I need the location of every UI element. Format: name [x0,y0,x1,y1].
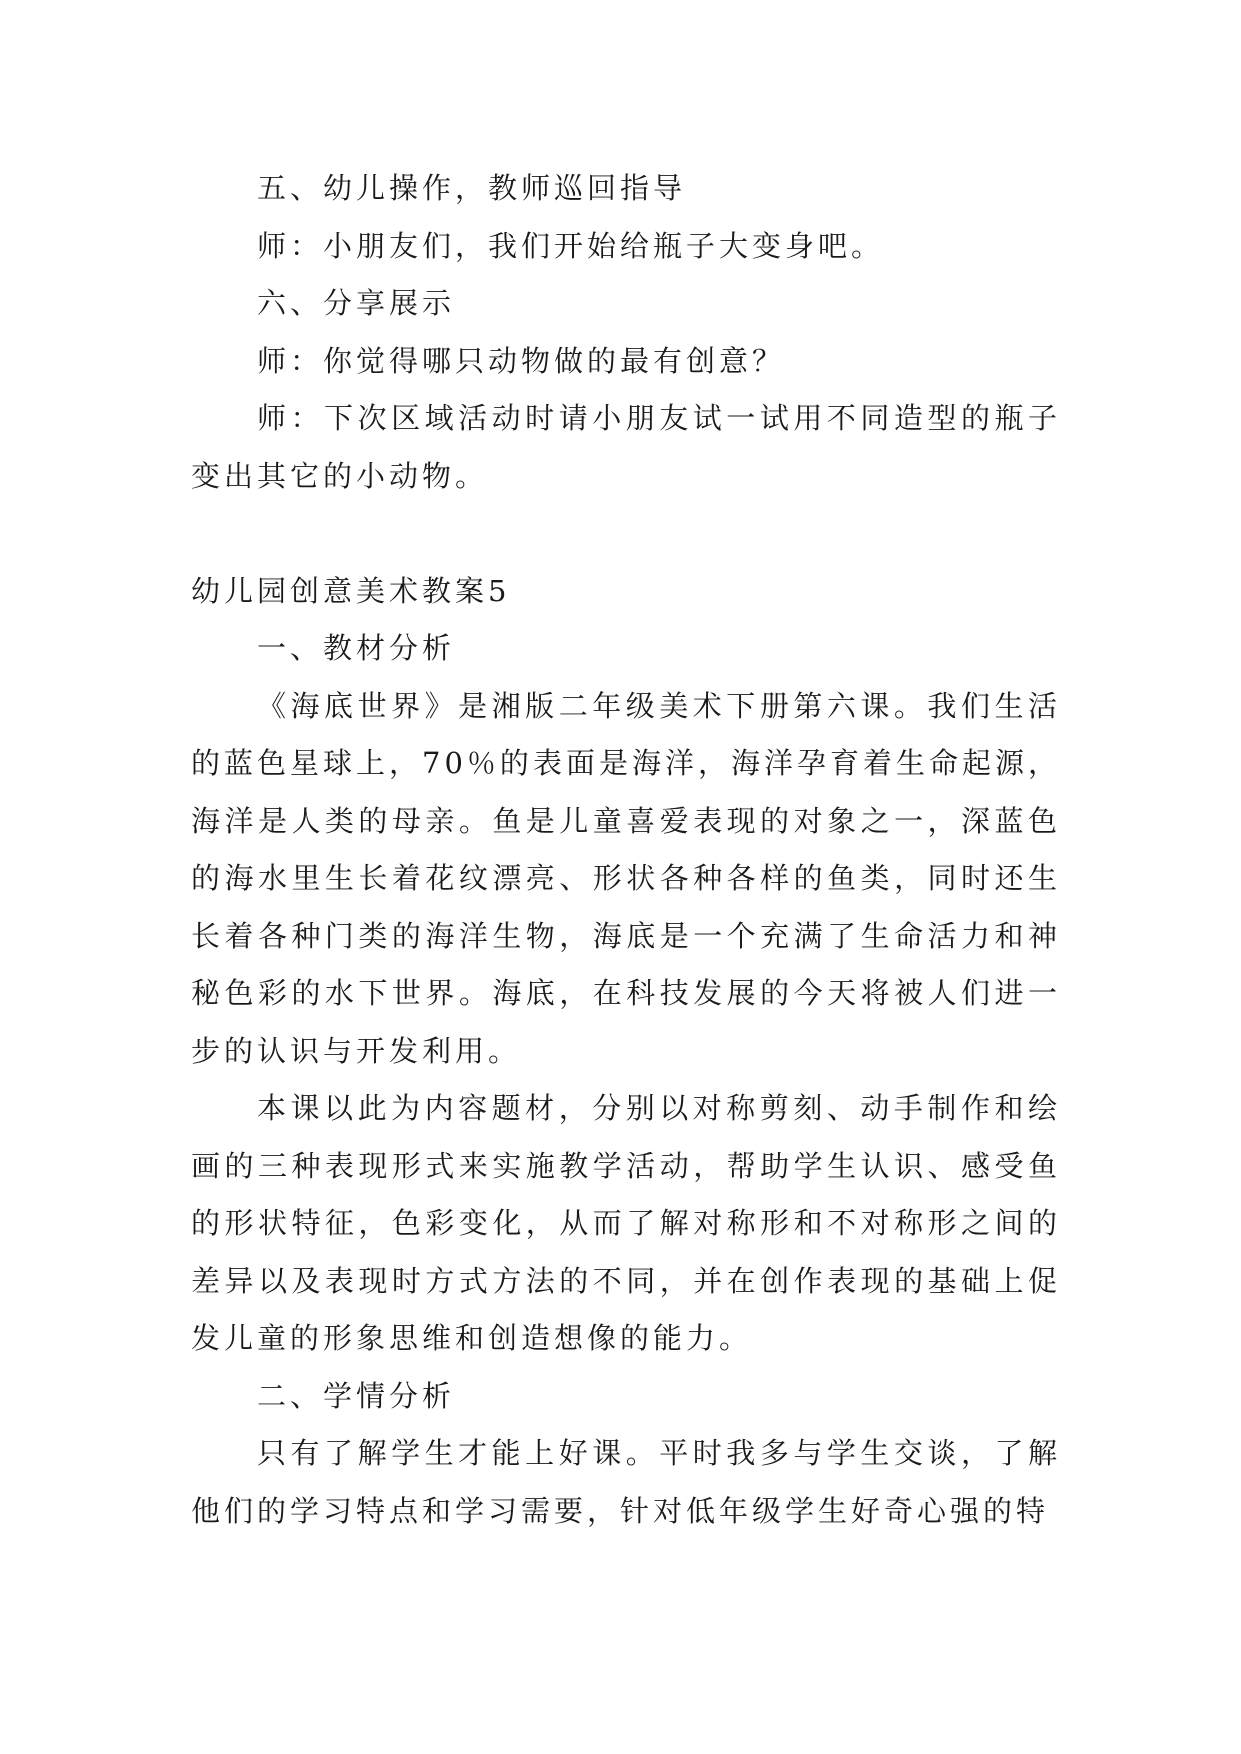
paragraph-teacher-line-1: 师：小朋友们，我们开始给瓶子大变身吧。 [257,228,885,263]
section-spacer [191,505,1061,563]
paragraph-learner-analysis: 只有了解学生才能上好课。平时我多与学生交谈，了解他们的学习特点和学习需要，针对低年级学生好奇心强的特 [191,1436,1061,1528]
document-body [191,160,1061,1540]
paragraph-teacher-line-3: 师：下次区域活动时请小朋友试一试用不同造型的瓶子变出其它的小动物。 [191,401,1061,493]
paragraph-step-six: 六、分享展示 [257,286,456,320]
section-title: 幼儿园创意美术教案5 [191,573,511,608]
heading-material-analysis: 一、教材分析 [257,631,456,665]
paragraph-material-analysis-2: 本课以此为内容题材，分别以对称剪刻、动手制作和绘画的三种表现形式来实施教学活动，帮助学生认识、感受鱼的形状特征，色彩变化，从而了解对称形和不对称形之间的差异以及表现时方式方法的不同，并在创作表现的基础上促发儿童的形象思维和创造想像的能力。 [191,1091,1061,1355]
paragraph-material-analysis-1: 《海底世界》是湘版二年级美术下册第六课。我们生活的蓝色星球上，70％的表面是海洋，海洋孕育着生命起源，海洋是人类的母亲。鱼是儿童喜爱表现的对象之一，深蓝色的海水里生长着花纹漂亮、形状各种各样的鱼类，同时还生长着各种门类的海洋生物，海底是一个充满了生命活力和神秘色彩的水下世界。海底，在科技发展的今天将被人们进一步的认识与开发利用。 [191,688,1061,1068]
paragraph-teacher-line-2: 师：你觉得哪只动物做的最有创意？ [257,343,786,378]
paragraph-step-five: 五、幼儿操作，教师巡回指导 [257,171,687,205]
heading-learner-analysis: 二、学情分析 [257,1378,456,1413]
